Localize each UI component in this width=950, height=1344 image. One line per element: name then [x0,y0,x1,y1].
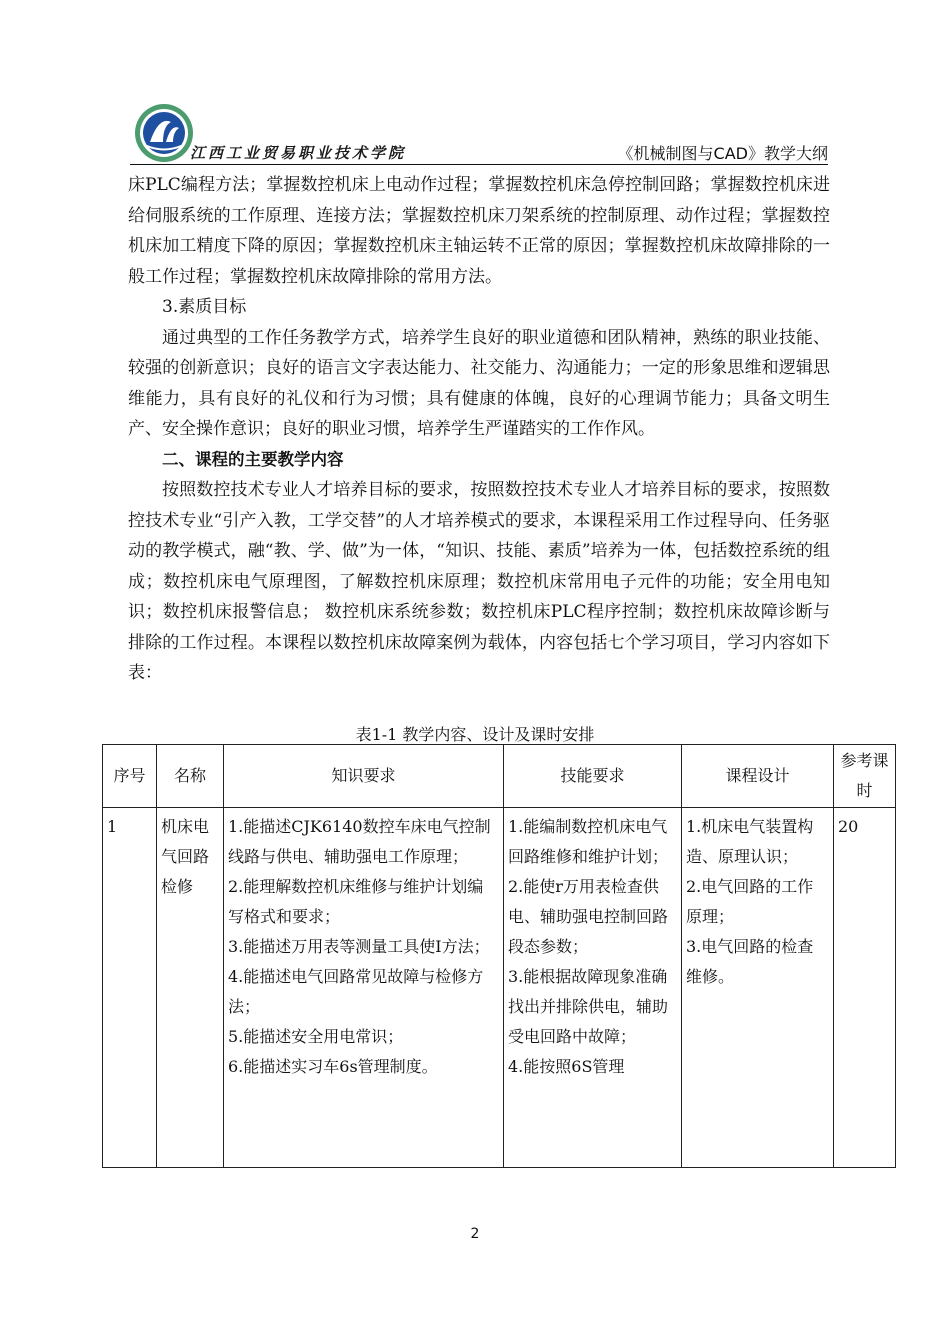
knowledge-item: 2.能理解数控机床维修与维护计划编写格式和要求； [228,877,484,926]
document-title: 《机械制图与CAD》教学大纲 [617,144,828,163]
paragraph-skill-goals-cont: 床PLC编程方法；掌握数控机床上电动作过程；掌握数控机床急停控制回路；掌握数控机床进给伺服系统的工作原理、连接方法；掌握数控机床刀架系统的控制原理、动作过程；掌握数控机床加工精度下降的原因；掌握数控机床主轴运转不正常的原因；掌握数控机床故障排除的一般工作过程；掌握数控机床故障排除的常用方法。 [128,175,830,287]
skill-item: 4.能按照6S管理 [508,1057,625,1076]
knowledge-item: 3.能描述万用表等测量工具使I方法； [228,937,490,956]
cell-name-text: 机床电气回路检修 [161,817,210,896]
knowledge-item: 1.能描述CJK6140数控车床电气控制线路与供电、辅助强电工作原理； [228,817,491,866]
skill-item: 3.能根据故障现象准确找出并排除供电，辅助受电回路中故障； [508,967,669,1046]
subheading-quality-goals: 3.素质目标 [162,297,247,317]
cell-design [682,808,834,1168]
cell-knowledge [224,808,504,1168]
design-item: 2.电气回路的工作原理； [686,877,814,926]
header-name: 名称 [157,745,224,808]
design-item: 3.电气回路的检查维修。 [686,937,814,986]
teaching-content-table [102,744,896,1168]
skill-item: 2.能使r万用表检查供电、辅助强电控制回路段态参数； [508,877,669,956]
cell-skill [504,808,682,1168]
knowledge-item: 6.能描述实习车6s管理制度。 [228,1057,438,1076]
design-item: 1.机床电气装置构造、原理认识； [686,817,814,866]
header-skill: 技能要求 [504,745,682,808]
skill-item: 1.能编制数控机床电气回路维修和维护计划； [508,817,669,866]
header-hours: 参考课时 [834,745,896,808]
header-divider [130,164,828,165]
page-number: 2 [470,1226,480,1242]
table-row [103,808,896,1168]
school-logo [133,102,195,164]
cell-hours: 20 [834,808,896,1168]
cell-seq: 1 [103,808,157,1168]
header-seq: 序号 [103,745,157,808]
paragraph-main-content: 按照数控技术专业人才培养目标的要求，按照数控技术专业人才培养目标的要求，按照数控技术专业“引产入教，工学交替”的人才培养模式的要求，本课程采用工作过程导向、任务驱动的教学模式，融“教、学、做”为一体，“知识、技能、素质”培养为一体，包括数控系统的组成；数控机床电气原理图，了解数控机床原理；数控机床常用电子元件的功能；安全用电知识；数控机床报警信息； 数控机床系统参数；数控机床PLC程序控制；数控机床故障诊断与排除的工作过程。本课程以数控机床故障案例为载体，内容包括七个学习项目，学习内容如下表： [128,480,830,683]
table-header-row [103,745,896,808]
body-text [128,170,830,689]
school-name: 江西工业贸易职业技术学院 [190,144,407,162]
knowledge-item: 4.能描述电气回路常见故障与检修方法； [228,967,484,1016]
table-caption: 表1-1 教学内容、设计及课时安排 [355,725,595,744]
section-heading-main-content: 二、课程的主要教学内容 [162,449,344,469]
header-knowledge: 知识要求 [224,745,504,808]
cell-name [157,808,224,1168]
header-design: 课程设计 [682,745,834,808]
knowledge-item: 5.能描述安全用电常识； [228,1027,404,1046]
paragraph-quality-goals: 通过典型的工作任务教学方式，培养学生良好的职业道德和团队精神，熟练的职业技能、较强的创新意识；良好的语言文字表达能力、社交能力、沟通能力；一定的形象思维和逻辑思维能力，具有良好的礼仪和行为习惯；具有健康的体魄，良好的心理调节能力；具备文明生产、安全操作意识；良好的职业习惯，培养学生严谨踏实的工作作风。 [128,327,830,439]
